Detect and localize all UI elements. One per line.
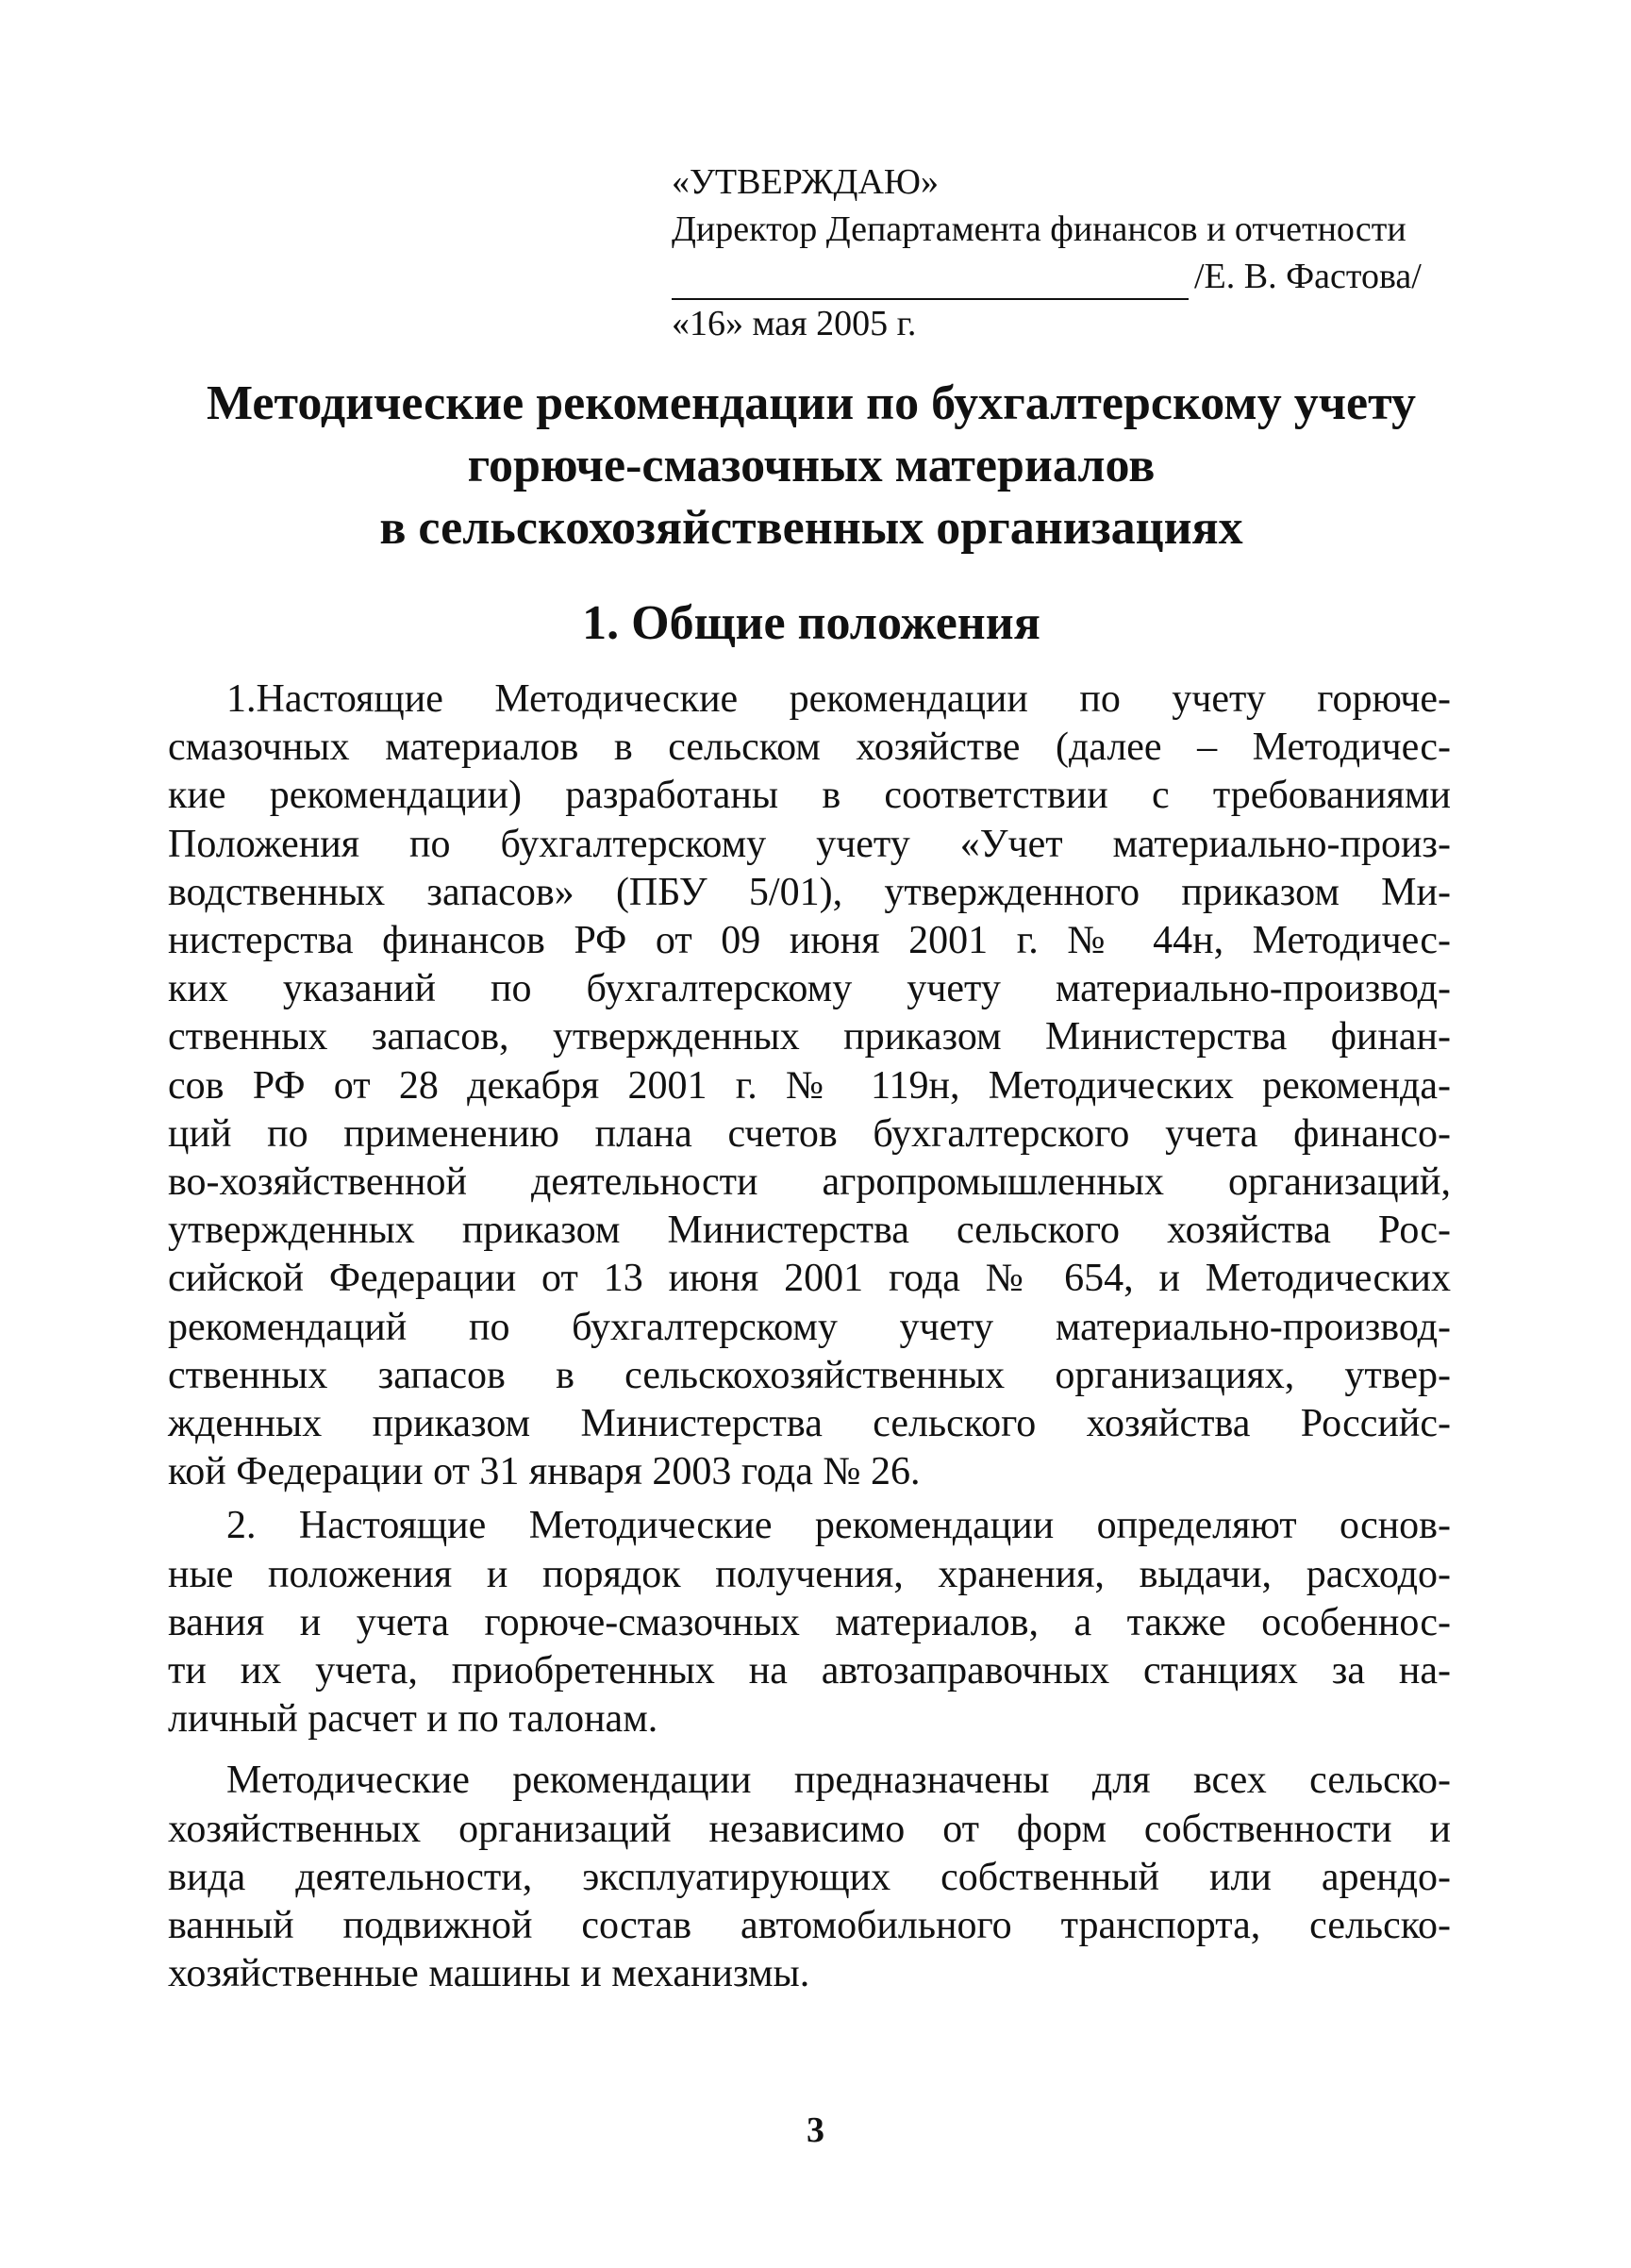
text-line: сийской Федерации от 13 июня 2001 года № 654, и Методических (168, 1257, 1451, 1301)
document-title (151, 373, 1472, 559)
text-line: ные положения и порядок получения, хранения, выдачи, расходо- (168, 1552, 1451, 1596)
text-line: сов РФ от 28 декабря 2001 г. № 119н, Методических рекоменда- (168, 1063, 1451, 1108)
title-line: в сельскохозяйственных организациях (379, 501, 1243, 555)
text-line: ций по применению плана счетов бухгалтерского учета финансо- (168, 1111, 1451, 1156)
text-line: ванный подвижной состав автомобильного транспорта, сельско- (168, 1904, 1451, 1948)
text-line: жденных приказом Министерства сельского хозяйства Российс- (168, 1402, 1451, 1446)
text-line: 1.Настоящие Методические рекомендации по учету горюче- (226, 677, 1451, 721)
paragraph-2 (168, 1502, 1451, 1743)
page-number: 3 (807, 2110, 824, 2150)
text-line: во-хозяйственной деятельности агропромышленных организаций, (168, 1160, 1451, 1205)
title-line: горюче-смазочных материалов (467, 439, 1156, 492)
signature-name: /Е. В. Фастова/ (1194, 257, 1422, 296)
signature-rule (672, 264, 1189, 300)
text-line: хозяйственные машины и механизмы. (168, 1952, 810, 1996)
text-line: водственных запасов» (ПБУ 5/01), утвержденного приказом Ми- (168, 870, 1451, 914)
section-heading: 1. Общие положения (582, 596, 1040, 650)
text-line: Положения по бухгалтерскому учету «Учет материально-произ- (168, 822, 1451, 866)
text-line: утвержденных приказом Министерства сельского хозяйства Рос- (168, 1209, 1451, 1253)
text-line: личный расчет и по талонам. (168, 1697, 658, 1742)
paragraph-1 (168, 675, 1451, 1496)
signature-line (672, 253, 1445, 300)
approver-position: Директор Департамента финансов и отчетности (672, 209, 1406, 249)
text-line: кие рекомендации) разработаны в соответствии с требованиями (168, 774, 1451, 818)
text-line: ких указаний по бухгалтерскому учету материально-производ- (168, 967, 1451, 1011)
text-line: вида деятельности, эксплуатирующих собственный или арендо- (168, 1855, 1451, 1899)
approval-date: «16» мая 2005 г. (672, 304, 917, 343)
text-line: Методические рекомендации предназначены для всех сельско- (226, 1759, 1451, 1803)
text-line: рекомендаций по бухгалтерскому учету материально-производ- (168, 1305, 1451, 1349)
text-line: вания и учета горюче-смазочных материалов, а также особеннос- (168, 1600, 1451, 1644)
title-line: Методические рекомендации по бухгалтерскому учету (207, 376, 1416, 430)
text-line: нистерства финансов РФ от 09 июня 2001 г. № 44н, Методичес- (168, 919, 1451, 963)
text-line: ственных запасов, утвержденных приказом Министерства финан- (168, 1015, 1451, 1059)
approval-stamp: «УТВЕРЖДАЮ» (672, 162, 939, 202)
text-line: ти их учета, приобретенных на автозаправочных станциях за на- (168, 1649, 1451, 1693)
approval-block (672, 158, 1445, 347)
text-line: хозяйственных организаций независимо от форм собственности и (168, 1807, 1451, 1851)
text-line: кой Федерации от 31 января 2003 года № 26. (168, 1450, 921, 1494)
document-body (168, 675, 1451, 1998)
paragraph-3 (168, 1757, 1451, 1998)
text-line: 2. Настоящие Методические рекомендации определяют основ- (226, 1504, 1451, 1548)
text-line: смазочных материалов в сельском хозяйстве (далее – Методичес- (168, 725, 1451, 770)
text-line: ственных запасов в сельскохозяйственных организациях, утвер- (168, 1353, 1451, 1397)
